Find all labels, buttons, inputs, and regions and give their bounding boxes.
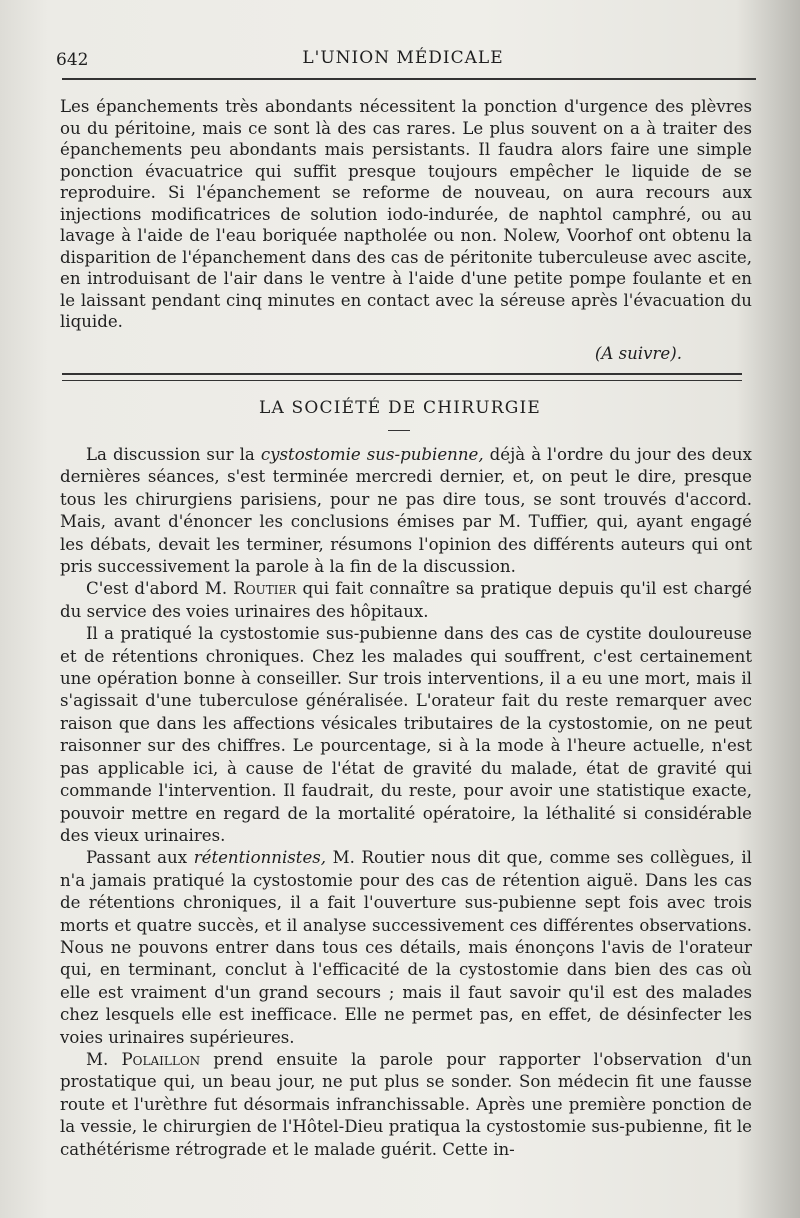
- section-title: LA SOCIÉTÉ DE CHIRURGIE: [258, 398, 542, 418]
- author-name: Routier: [233, 579, 297, 599]
- paragraph: Il a pratiqué la cystostomie sus-pubienne dans des cas de cystite douloureuse et de rétentions chroniques. Chez les malades qui souffrent, c'est certainement une opération bonne à conseiller. Sur trois interventions, il a eu une mort, mais il s'agissait d'une tuberculose généralisée. L'orateur fait du reste remarquer avec raison que dans les affections vésicales tributaires de la cystostomie, on ne peut raisonner sur des chiffres. Le pourcentage, si à la mode à l'heure actuelle, n'est pas applicable ici, à cause de l'état de gravité du malade, état de gravité qui commande l'intervention. Il faudrait, du reste, pour avoir une statistique exacte, pouvoir mettre en regard de la mortalité opératoire, la léthalité si considérable des vieux urinaires.: [60, 624, 752, 845]
- paragraph: M. Polaillon prend ensuite la parole pour rapporter l'observation d'un prostatique qui, un beau jour, ne put plus se sonder. Son médecin fit une fausse route et l'urèthre fut désormais infranchissable. Après une première ponction de la vessie, le chirurgien de l'Hôtel-Dieu pratiqua la cystostomie sus-pubienne, fit le cathétérisme rétrograde et le malade guérit. Cette in-: [60, 1049, 752, 1159]
- paragraph: C'est d'abord M. Routier qui fait connaître sa pratique depuis qu'il est chargé du service des voies urinaires des hôpitaux.: [60, 579, 752, 621]
- paragraph: Les épanchements très abondants nécessitent la ponction d'urgence des plèvres ou du péritoine, mais ce sont là des cas rares. Le plus souvent on a à traiter des épanchements peu abondants mais persistants. Il faudra alors faire une simple ponction évacuatrice qui suffit presque toujours empêcher le liquide de se reproduire. Si l'épanchement se reforme de nouveau, on aura recours aux injections modificatrices de solution iodo-indurée, de naphtol camphré, ou au lavage à l'aide de l'eau boriquée naptholée ou non. Nolew, Voorhof ont obtenu la disparition de l'épanchement dans des cas de péritonite tuberculeuse avec ascite, en introduisant de l'air dans le ventre à l'aide d'une petite pompe foulante et en le laissant pendant cinq minutes en contact avec la séreuse après l'évacuation du liquide.: [60, 97, 752, 331]
- paragraph: Passant aux rétentionnistes, M. Routier nous dit que, comme ses collègues, il n'a jamais pratiqué la cystostomie pour des cas de rétention aiguë. Dans les cas de rétentions chroniques, il a fait l'ouverture sus-pubienne sept fois avec trois morts et quatre succès, et il analyse successivement ces différentes observations. Nous ne pouvons entrer dans tous ces détails, mais énonçons l'avis de l'orateur qui, en terminant, conclut à l'efficacité de la cystostomie dans bien des cas où elle est vraiment d'un grand secours ; mais il faut savoir qu'il est des malades chez lesquels elle est inefficace. Elle ne permet pas, en effet, de désinfecter les voies urinaires supérieures.: [60, 848, 752, 1047]
- page-header: [56, 44, 750, 70]
- author-name: Polaillon: [121, 1049, 201, 1069]
- continued-article-text: [60, 96, 752, 333]
- to-be-continued-note: (A suivre).: [594, 344, 682, 363]
- header-rule: [62, 78, 756, 80]
- paragraph: La discussion sur la cystostomie sus-pubienne, déjà à l'ordre du jour des deux dernières séances, s'est terminée mercredi dernier, et, on peut le dire, presque tous les chirurgiens parisiens, pour ne pas dire tous, se sont trouvés d'accord. Mais, avant d'énoncer les conclusions émises par M. Tuffier, qui, ayant engagé les débats, devait les terminer, résumons l'opinion des différents auteurs qui ont pris successivement la parole à la fin de la discussion.: [60, 445, 752, 577]
- title-dash: [388, 430, 410, 431]
- section-divider: [62, 373, 742, 381]
- article-body: [60, 444, 752, 1161]
- running-title: L'UNION MÉDICALE: [302, 48, 504, 68]
- page-number: 642: [56, 50, 89, 70]
